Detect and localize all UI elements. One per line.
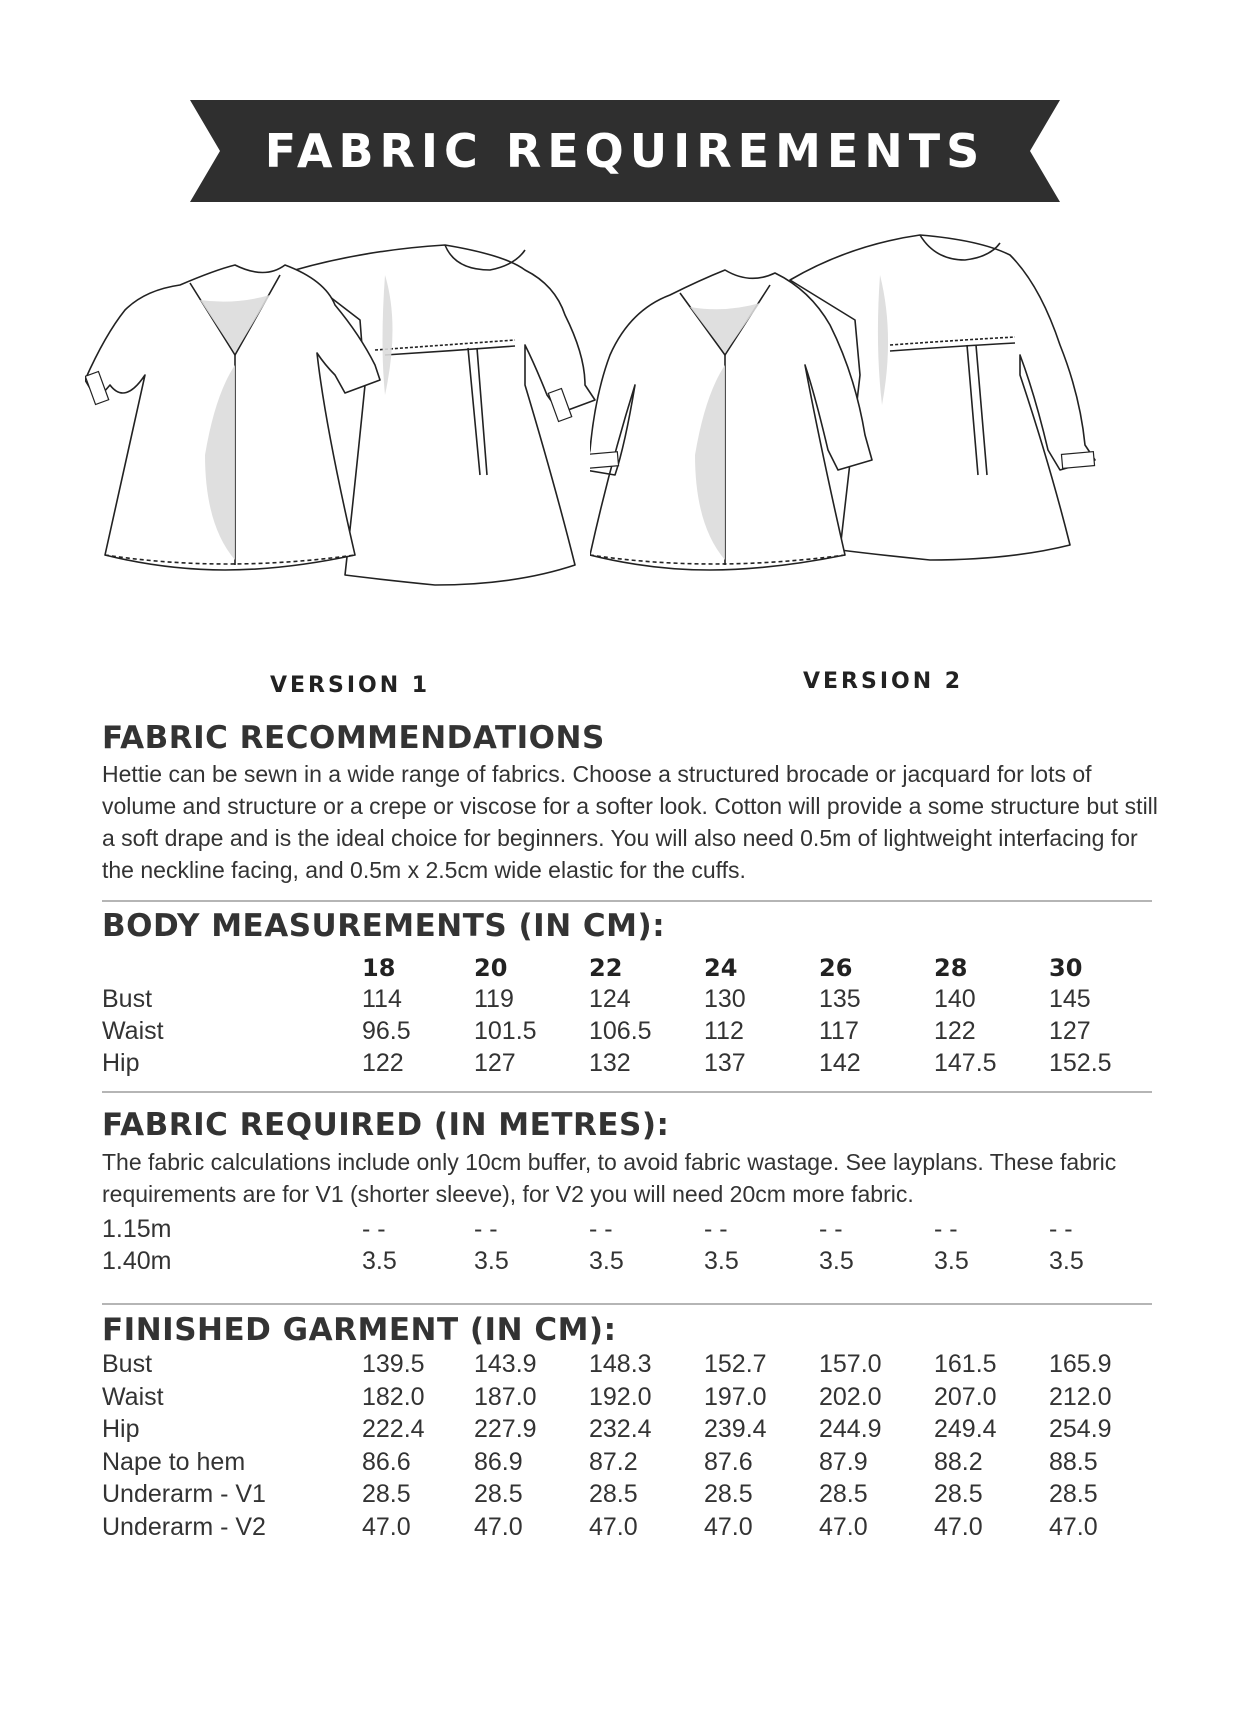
table-cell: 122 [934,1017,976,1045]
table-cell: - - [589,1215,613,1243]
table-cell: 86.9 [474,1447,523,1476]
version-2-illustration [590,225,1130,640]
paragraph-line: the neckline facing, and 0.5m x 2.5cm wide elastic for the cuffs. [102,857,746,883]
table-cell: 157.0 [819,1350,882,1378]
table-cell: 87.2 [589,1447,638,1476]
size-header-cell: 20 [474,954,508,982]
table-cell: 143.9 [474,1350,537,1378]
row-label: Hip [102,1415,140,1443]
table-cell: 28.5 [1049,1480,1098,1508]
paragraph-line: requirements are for V1 (shorter sleeve), for V2 you will need 20cm more fabric. [102,1181,914,1207]
paragraph-line: The fabric calculations include only 10cm buffer, to avoid fabric wastage. See layplans. These fabric [102,1149,1117,1175]
row-label: 1.15m [102,1215,172,1243]
table-row [102,1049,1162,1081]
row-label: Underarm - V2 [102,1512,266,1541]
table-cell: 119 [474,985,514,1013]
table-cell: - - [474,1215,498,1243]
table-cell: 112 [704,1017,744,1045]
table-cell: 165.9 [1049,1350,1112,1378]
row-label: 1.40m [102,1247,172,1275]
table-cell: 28.5 [934,1480,983,1508]
table-cell: 135 [819,985,861,1013]
table-cell: 3.5 [704,1247,739,1275]
table-cell: 249.4 [934,1415,997,1443]
paragraph-line: a soft drape and is the ideal choice for beginners. You will also need 0.5m of lightweight interfacing for [102,825,1138,851]
table-cell: 132 [589,1049,631,1077]
section-divider [102,1091,1152,1093]
table-cell: 96.5 [362,1017,411,1045]
size-header-cell: 24 [704,954,738,982]
table-cell: 117 [819,1017,859,1045]
table-row [102,1247,1162,1279]
size-header-cell: 30 [1049,954,1083,982]
size-header-cell: 28 [934,954,968,982]
table-cell: 87.6 [704,1447,753,1476]
fabric-required-heading: FABRIC REQUIRED (IN METRES): [102,1107,670,1143]
dress-drawing-v2 [590,225,1130,635]
fabric-recommendations-heading: FABRIC RECOMMENDATIONS [102,720,605,756]
table-row [102,985,1162,1017]
table-cell: 139.5 [362,1350,425,1378]
table-row [102,1350,1162,1382]
table-cell: 147.5 [934,1049,997,1077]
table-cell: 222.4 [362,1415,425,1443]
size-header-cell: 18 [362,954,396,982]
table-cell: 130 [704,985,746,1013]
table-row [102,1415,1162,1447]
table-cell: 127 [474,1049,516,1077]
table-cell: 87.9 [819,1447,868,1476]
table-cell: 3.5 [589,1247,624,1275]
table-cell: - - [362,1215,386,1243]
table-row [102,1215,1162,1247]
table-cell: 207.0 [934,1382,997,1411]
paragraph-line: Hettie can be sewn in a wide range of fabrics. Choose a structured brocade or jacquard for lots of [102,761,1092,787]
row-label: Nape to hem [102,1447,246,1476]
row-label: Bust [102,985,153,1013]
table-cell: 152.5 [1049,1049,1112,1077]
version-1-label: VERSION 1 [270,673,431,698]
section-divider [102,900,1152,902]
table-cell: 3.5 [474,1247,509,1275]
table-cell: 47.0 [589,1512,638,1541]
body-measurements-heading: BODY MEASUREMENTS (IN CM): [102,908,666,944]
table-cell: 212.0 [1049,1382,1112,1411]
table-cell: 122 [362,1049,404,1077]
table-row [102,1383,1162,1415]
size-header-cell: 26 [819,954,853,982]
table-cell: 124 [589,985,631,1013]
row-label: Waist [102,1017,164,1045]
table-cell: 239.4 [704,1415,767,1443]
table-cell: 202.0 [819,1382,882,1411]
table-cell: 28.5 [819,1480,868,1508]
table-cell: 127 [1049,1017,1091,1045]
dress-drawing-v1 [85,225,605,635]
paragraph-line: volume and structure or a crepe or viscose for a softer look. Cotton will provide a some structure but still [102,793,1158,819]
version-2-label: VERSION 2 [803,669,964,694]
table-cell: 152.7 [704,1350,767,1378]
fabric-required-text [102,1146,1162,1210]
table-cell: 232.4 [589,1415,652,1443]
table-cell: 88.2 [934,1447,983,1476]
table-cell: 197.0 [704,1382,767,1411]
section-divider [102,1303,1152,1305]
row-label: Underarm - V1 [102,1480,266,1508]
table-cell: 47.0 [819,1512,868,1541]
page-title: FABRIC REQUIREMENTS [264,124,986,178]
table-cell: 161.5 [934,1350,997,1378]
table-cell: 142 [819,1049,861,1077]
table-row [102,1513,1162,1545]
table-cell: 187.0 [474,1382,537,1411]
table-cell: 28.5 [704,1480,753,1508]
row-label: Hip [102,1049,140,1077]
table-cell: 148.3 [589,1350,652,1378]
version-1-illustration [85,225,605,640]
table-cell: 101.5 [474,1017,537,1045]
table-cell: 244.9 [819,1415,882,1443]
table-cell: 145 [1049,985,1091,1013]
title-banner [190,100,1060,202]
table-cell: 86.6 [362,1447,411,1476]
table-cell: 28.5 [589,1480,638,1508]
table-cell: 88.5 [1049,1447,1098,1476]
table-row [102,1480,1162,1512]
table-cell: 3.5 [934,1247,969,1275]
table-cell: - - [819,1215,843,1243]
table-cell: 3.5 [819,1247,854,1275]
table-row [102,1448,1162,1480]
table-cell: - - [704,1215,728,1243]
table-cell: 28.5 [362,1480,411,1508]
table-cell: 47.0 [704,1512,753,1541]
table-cell: 182.0 [362,1382,425,1411]
table-cell: 47.0 [1049,1512,1098,1541]
table-cell: 47.0 [474,1512,523,1541]
size-header-cell: 22 [589,954,623,982]
table-cell: 3.5 [362,1247,397,1275]
table-cell: 106.5 [589,1017,652,1045]
finished-garment-heading: FINISHED GARMENT (IN CM): [102,1312,617,1348]
size-header-row [102,954,1162,986]
table-cell: 114 [362,985,402,1013]
table-cell: 140 [934,985,976,1013]
fabric-recommendations-text [102,758,1162,886]
table-cell: 28.5 [474,1480,523,1508]
table-cell: 254.9 [1049,1415,1112,1443]
row-label: Waist [102,1382,164,1411]
table-cell: 3.5 [1049,1247,1084,1275]
table-cell: 137 [704,1049,746,1077]
table-cell: - - [1049,1215,1073,1243]
table-cell: 192.0 [589,1382,652,1411]
table-cell: - - [934,1215,958,1243]
table-cell: 47.0 [362,1512,411,1541]
table-cell: 47.0 [934,1512,983,1541]
table-row [102,1017,1162,1049]
table-cell: 227.9 [474,1415,537,1443]
row-label: Bust [102,1350,153,1378]
